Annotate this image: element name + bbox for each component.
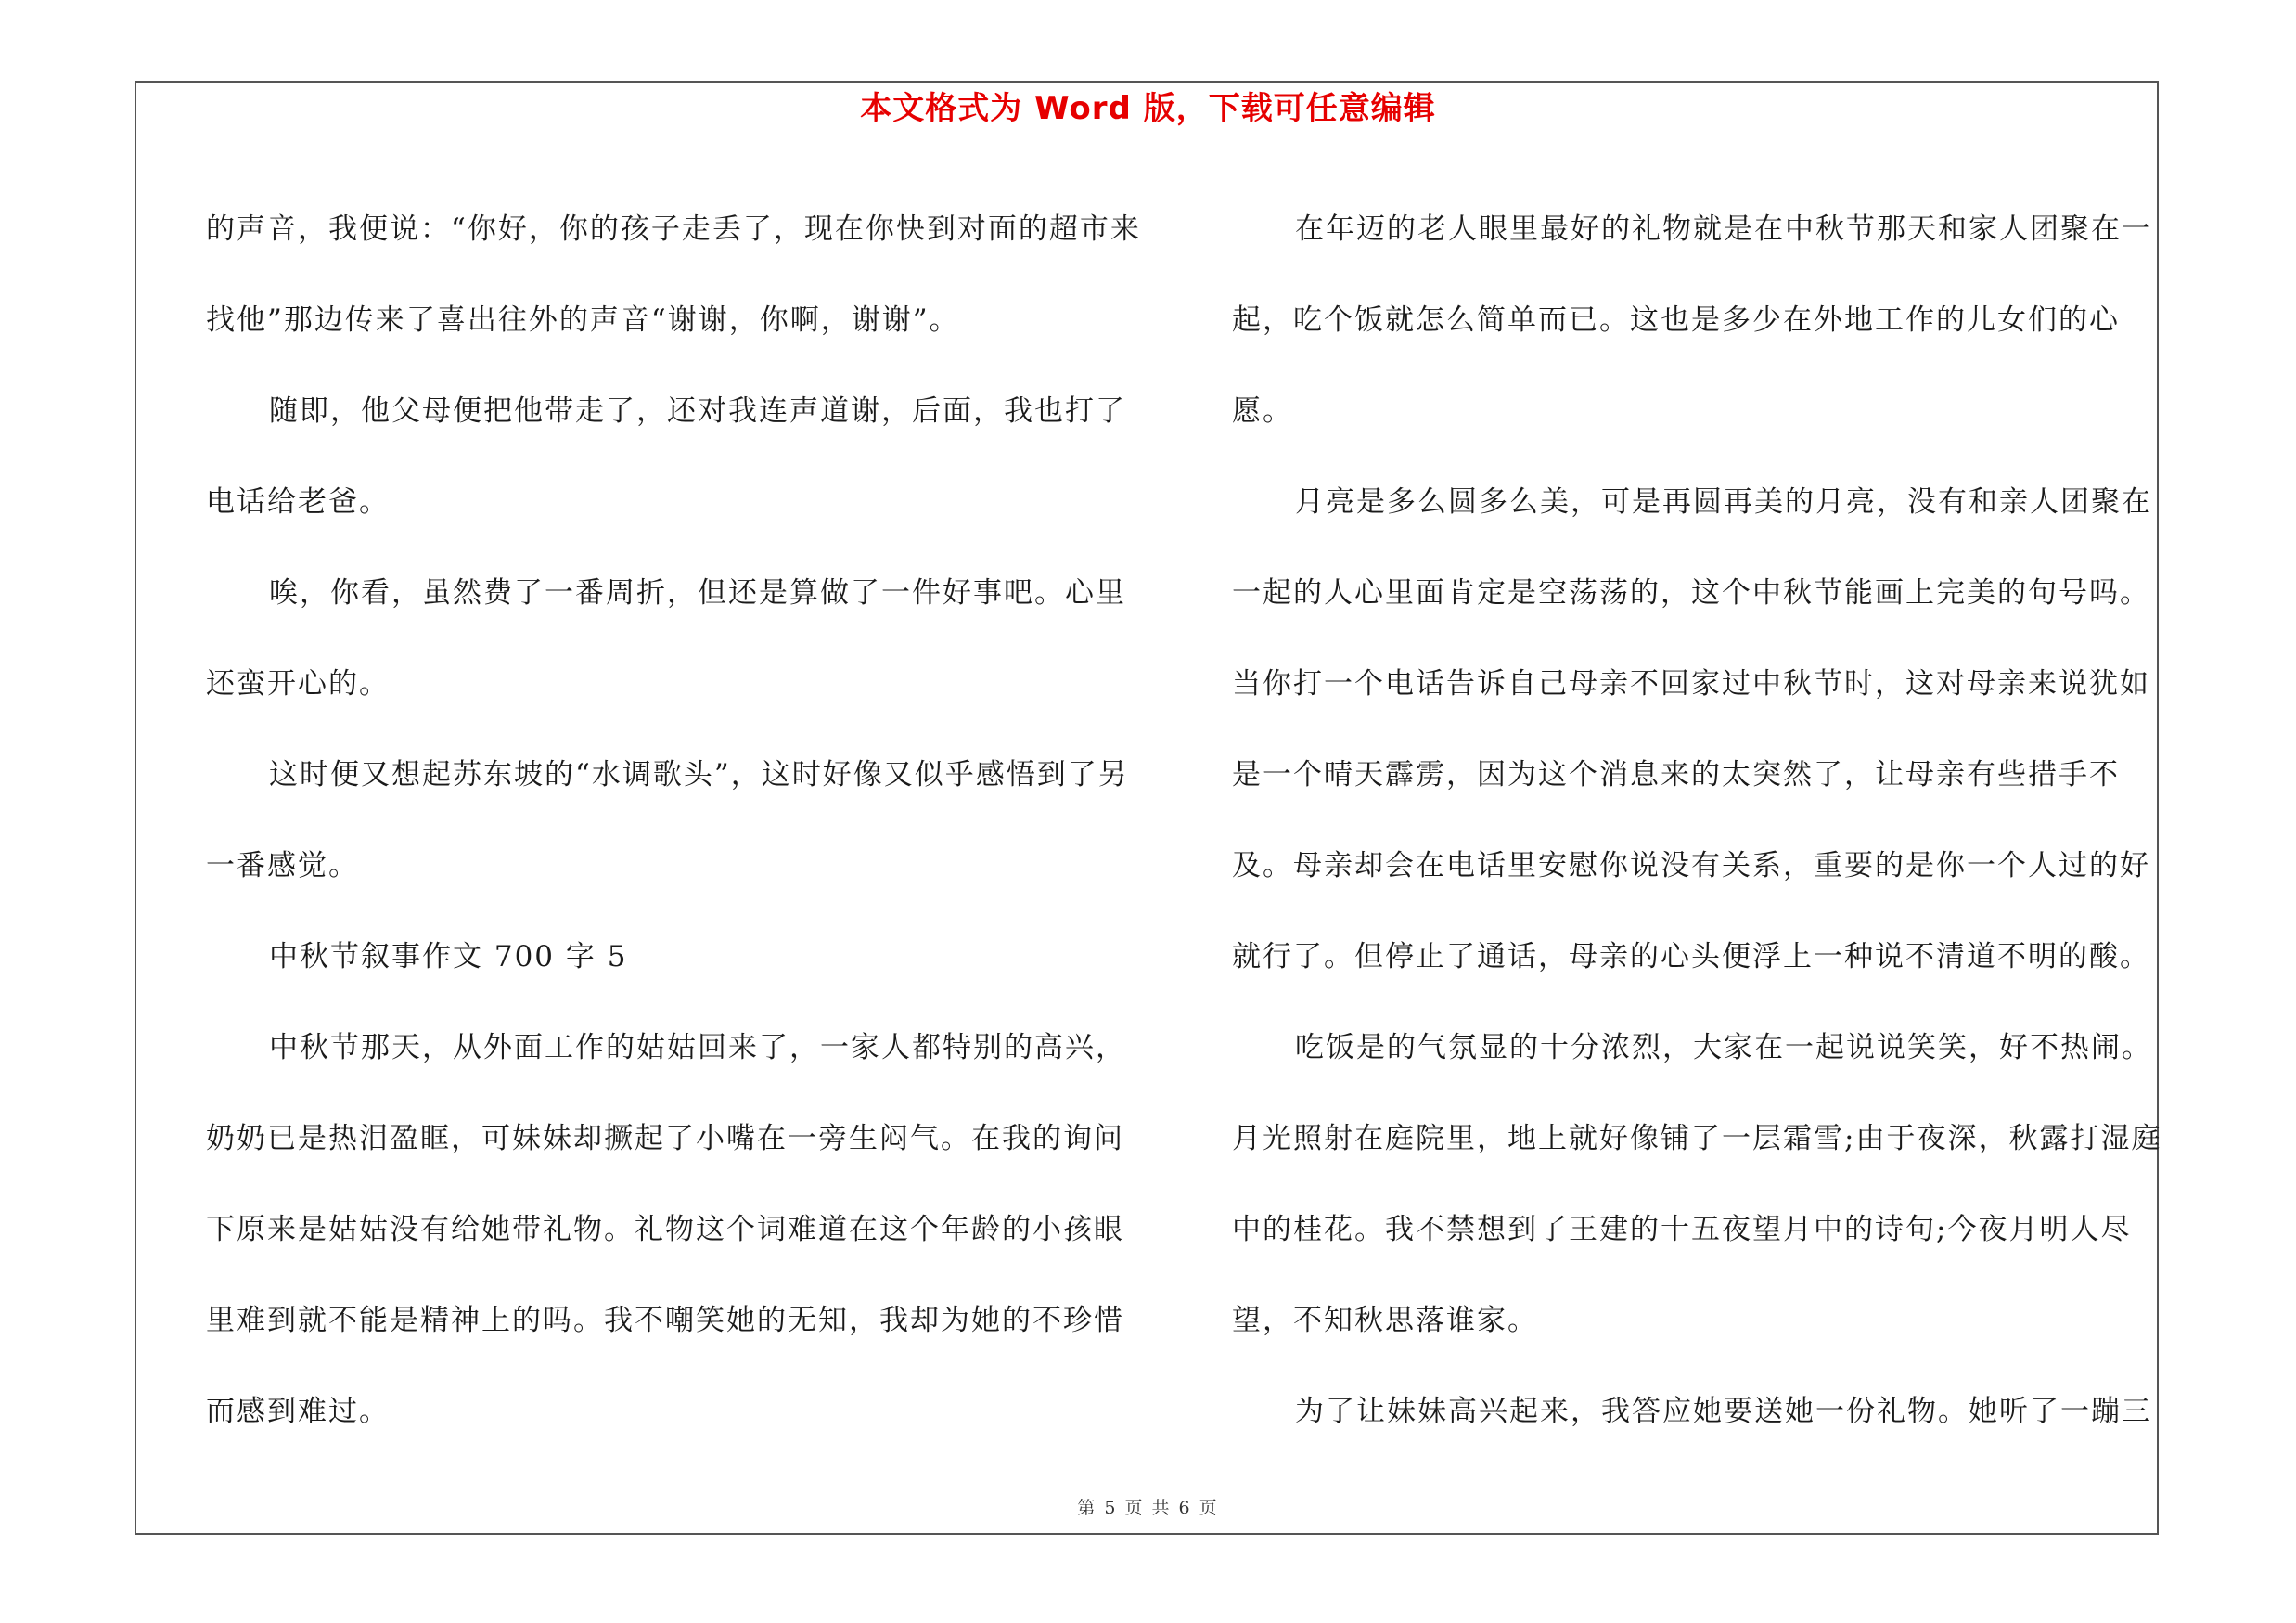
right-column — [1232, 184, 2169, 1457]
page-footer — [0, 1494, 2296, 1519]
paragraph: 月亮是多么圆多么美，可是再圆再美的月亮，没有和亲人团聚在一起的人心里面肯定是空荡荡的，这个中秋节能画上完美的句号吗。当你打一个电话告诉自己母亲不回家过中秋节时，这对母亲来说犹如是一个晴天霹雳，因为这个消息来的太突然了，让母亲有些措手不及。母亲却会在电话里安慰你说没有关系，重要的是你一个人过的好就行了。但停止了通话，母亲的心头便浮上一种说不清道不明的酸。 — [1232, 485, 2152, 973]
paragraph: 中秋节那天，从外面工作的姑姑回来了，一家人都特别的高兴，奶奶已是热泪盈眶，可妹妹却撅起了小嘴在一旁生闷气。在我的询问下原来是姑姑没有给她带礼物。礼物这个词难道在这个年龄的小孩眼里难到就不能是精神上的吗。我不嘲笑她的无知，我却为她的不珍惜而感到难过。 — [206, 1031, 1126, 1428]
document-banner: 本文格式为 Word 版，下载可任意编辑 — [860, 90, 1436, 127]
paragraph: 吃饭是的气氛显的十分浓烈，大家在一起说说笑笑，好不热闹。月光照射在庭院里，地上就好像铺了一层霜雪;由于夜深，秋露打湿庭中的桂花。我不禁想到了王建的十五夜望月中的诗句;今夜月明人尽望，不知秋思落谁家。 — [1232, 1031, 2162, 1337]
paragraph: 的声音，我便说：“你好，你的孩子走丢了，现在你快到对面的超市来找他”那边传来了喜出往外的声音“谢谢，你啊，谢谢”。 — [206, 213, 1141, 337]
footer-total-pages: 6 — [1178, 1498, 1192, 1518]
footer-total-prefix: 共 — [1151, 1498, 1172, 1518]
left-column — [206, 184, 1143, 1457]
footer-current-page: 5 — [1104, 1498, 1118, 1518]
paragraph: 在年迈的老人眼里最好的礼物就是在中秋节那天和家人团聚在一起，吃个饭就怎么简单而已。这也是多少在外地工作的儿女们的心愿。 — [1232, 213, 2152, 428]
paragraph: 这时便又想起苏东坡的“水调歌头”，这时好像又似乎感悟到了另一番感觉。 — [206, 758, 1129, 882]
footer-page-word: 页 — [1124, 1498, 1145, 1518]
footer-suffix: 页 — [1199, 1498, 1219, 1518]
footer-prefix: 第 — [1077, 1498, 1097, 1518]
section-heading: 中秋节叙事作文 700 字 5 — [269, 940, 628, 973]
paragraph: 唉，你看，虽然费了一番周折，但还是算做了一件好事吧。心里还蛮开心的。 — [206, 576, 1126, 701]
paragraph: 随即，他父母便把他带走了，还对我连声道谢，后面，我也打了电话给老爸。 — [206, 394, 1126, 519]
paragraph: 为了让妹妹高兴起来，我答应她要送她一份礼物。她听了一蹦三 — [1295, 1395, 2152, 1428]
